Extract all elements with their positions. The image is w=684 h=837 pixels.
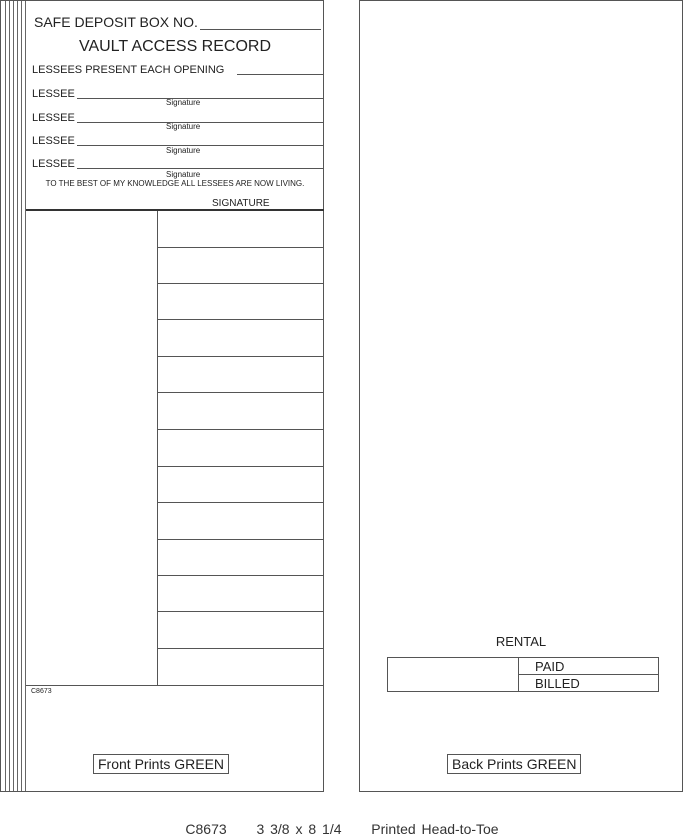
log-row-line — [157, 283, 324, 284]
footer-size: 3 3/8 x 8 1/4 — [256, 821, 342, 837]
lessee-label: LESSEE — [32, 112, 75, 124]
edge-stripe — [17, 1, 18, 791]
log-bottom-rule — [26, 685, 324, 686]
lessee-label: LESSEE — [32, 88, 75, 100]
lessees-present-label: LESSEES PRESENT EACH OPENING — [32, 64, 225, 76]
lessee-signature-field[interactable] — [77, 98, 324, 99]
log-row-line — [157, 575, 324, 576]
log-row-line — [157, 539, 324, 540]
log-row-line — [157, 392, 324, 393]
log-row-line — [157, 356, 324, 357]
lessee-signature-field[interactable] — [77, 168, 324, 169]
rental-label: RENTAL — [495, 634, 547, 649]
box-no-field[interactable] — [200, 29, 321, 30]
form-title: VAULT ACCESS RECORD — [78, 38, 272, 55]
back-print-note: Back Prints GREEN — [447, 754, 581, 774]
log-row-line — [157, 502, 324, 503]
signature-header: SIGNATURE — [212, 198, 270, 209]
box-no-label: SAFE DEPOSIT BOX NO. — [34, 14, 198, 30]
log-row-line — [157, 648, 324, 649]
log-row-line — [157, 611, 324, 612]
rental-table-row-line — [518, 674, 658, 675]
lessee-signature-field[interactable] — [77, 145, 324, 146]
rental-table — [387, 657, 659, 692]
paid-label: PAID — [535, 659, 565, 674]
front-print-note: Front Prints GREEN — [93, 754, 229, 774]
footer-code: C8673 — [185, 821, 227, 837]
edge-stripe — [25, 1, 26, 791]
form-code: C8673 — [31, 688, 52, 695]
log-row-line — [157, 319, 324, 320]
lessee-label: LESSEE — [32, 135, 75, 147]
signature-caption: Signature — [166, 170, 201, 179]
log-row-line — [157, 466, 324, 467]
signature-caption: Signature — [166, 98, 201, 107]
edge-stripe — [9, 1, 10, 791]
lessee-signature-field[interactable] — [77, 122, 324, 123]
edge-stripe — [5, 1, 6, 791]
front-card — [0, 0, 324, 792]
signature-caption: Signature — [166, 122, 201, 131]
edge-stripe — [21, 1, 22, 791]
header-rule — [26, 209, 324, 211]
footer-printing: Printed Head-to-Toe — [371, 821, 499, 837]
signature-caption: Signature — [166, 146, 201, 155]
living-statement: TO THE BEST OF MY KNOWLEDGE ALL LESSEES ARE NOW LIVING. — [45, 179, 305, 188]
back-card — [359, 0, 683, 792]
edge-stripe — [13, 1, 14, 791]
lessees-present-field[interactable] — [237, 74, 324, 75]
log-row-line — [157, 429, 324, 430]
log-row-line — [157, 247, 324, 248]
lessee-label: LESSEE — [32, 158, 75, 170]
billed-label: BILLED — [535, 676, 580, 691]
